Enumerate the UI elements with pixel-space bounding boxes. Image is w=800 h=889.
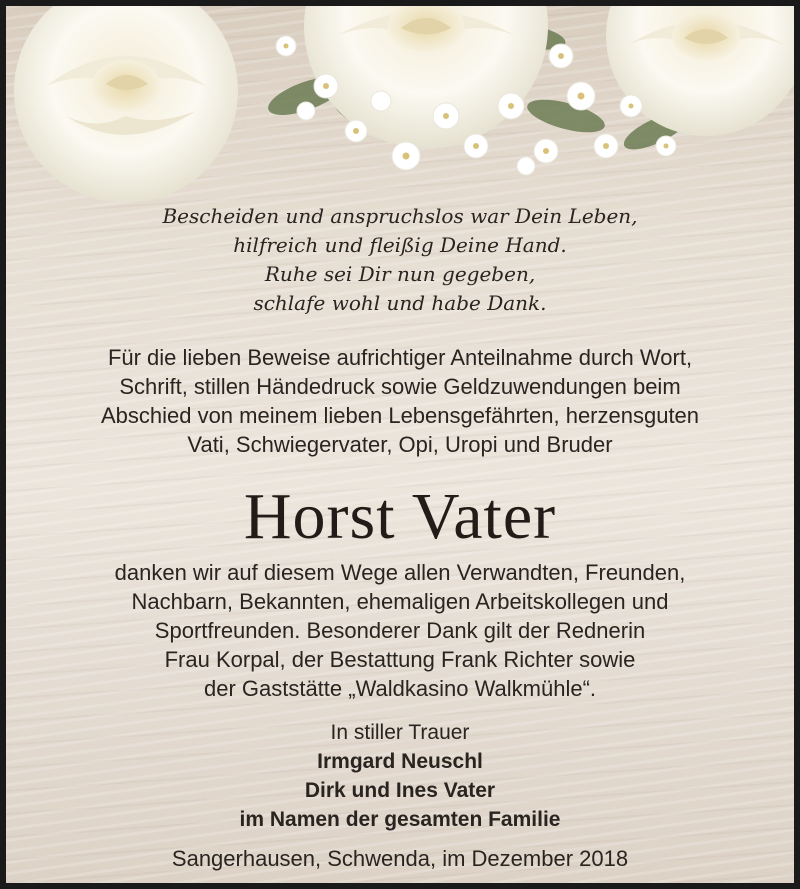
- mourner-name: Dirk und Ines Vater: [304, 779, 496, 802]
- poem: [6, 202, 794, 318]
- obituary-card: [6, 6, 794, 883]
- thanks-line: Sportfreunden. Besonderer Dank gilt der Rednerin: [154, 618, 646, 643]
- intro-line: Schrift, stillen Händedruck sowie Geldzuwendungen beim: [119, 374, 681, 399]
- thanks-line: Frau Korpal, der Bestattung Frank Richter sowie: [164, 647, 636, 672]
- mourner-name: Irmgard Neuschl: [317, 750, 483, 773]
- poem-line: hilfreich und fleißig Deine Hand.: [233, 233, 567, 257]
- poem-line: Ruhe sei Dir nun gegeben,: [264, 262, 536, 286]
- roses-decoration-image: [6, 6, 794, 201]
- intro-paragraph: [6, 343, 794, 459]
- intro-line: Abschied von meinem lieben Lebensgefährten, herzensguten: [100, 403, 700, 428]
- deceased-name: Horst Vater: [243, 480, 557, 553]
- thanks-line: der Gaststätte „Waldkasino Walkmühle“.: [203, 676, 597, 701]
- signoff: [6, 718, 794, 834]
- poem-line: schlafe wohl und habe Dank.: [253, 291, 547, 315]
- intro-line: Vati, Schwiegervater, Opi, Uropi und Bruder: [187, 432, 613, 457]
- place-date: Sangerhausen, Schwenda, im Dezember 2018: [171, 846, 629, 871]
- mourner-name: im Namen der gesamten Familie: [239, 808, 561, 831]
- intro-line: Für die lieben Beweise aufrichtiger Anteilnahme durch Wort,: [107, 345, 693, 370]
- thanks-line: Nachbarn, Bekannten, ehemaligen Arbeitskollegen und: [131, 589, 669, 614]
- signoff-intro: In stiller Trauer: [330, 721, 470, 744]
- thanks-paragraph: [6, 558, 794, 703]
- poem-line: Bescheiden und anspruchslos war Dein Leben,: [162, 204, 638, 228]
- thanks-line: danken wir auf diesem Wege allen Verwandten, Freunden,: [114, 560, 686, 585]
